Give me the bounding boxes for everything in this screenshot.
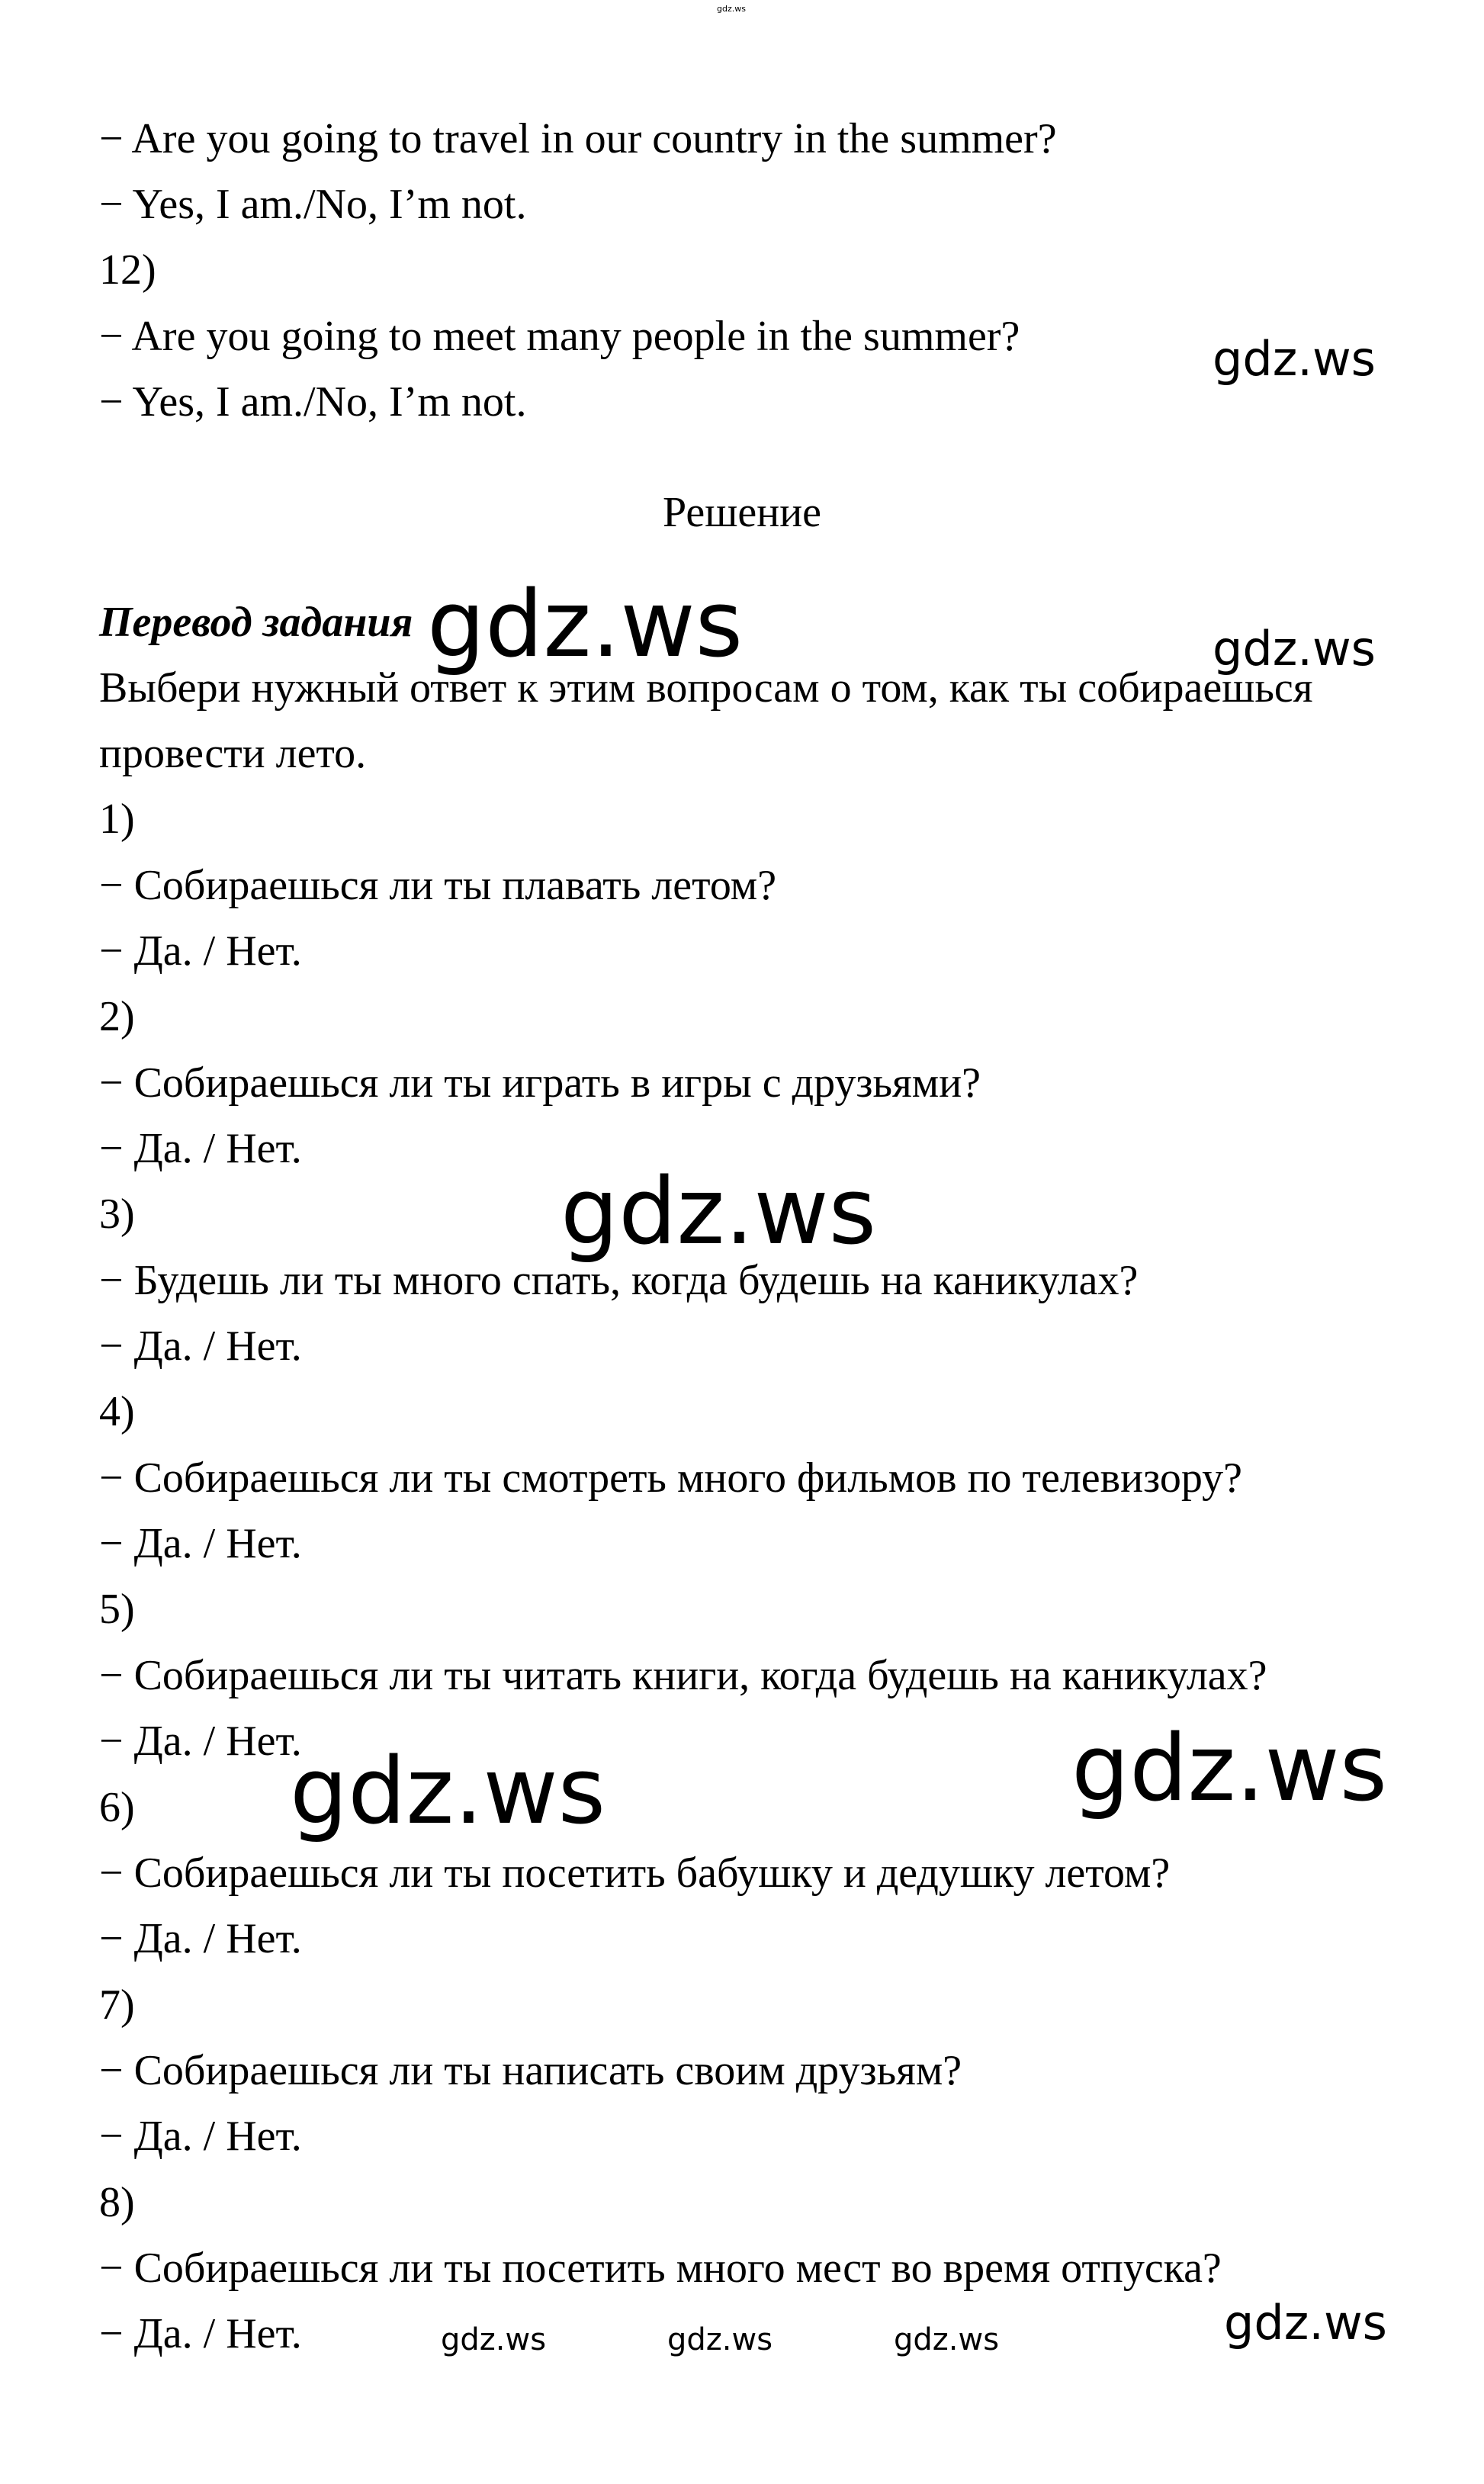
item-number: 3) bbox=[99, 1191, 135, 1238]
watermark: gdz.ws bbox=[1213, 331, 1376, 387]
item-number: 7) bbox=[99, 1981, 135, 2029]
item-number: 4) bbox=[99, 1388, 135, 1435]
item-number: 1) bbox=[99, 795, 135, 843]
watermark-top: gdz.ws bbox=[717, 4, 746, 14]
watermark: gdz.ws bbox=[894, 2322, 1000, 2357]
watermark: gdz.ws bbox=[667, 2322, 773, 2357]
item-question: − Будешь ли ты много спать, когда будешь на каникулах? bbox=[99, 1257, 1139, 1304]
watermark: gdz.ws bbox=[561, 1159, 877, 1265]
translation-heading: Перевод задания bbox=[99, 599, 413, 646]
item-question: − Собираешься ли ты читать книги, когда будешь на каникулах? bbox=[99, 1652, 1267, 1699]
watermark: gdz.ws bbox=[441, 2322, 547, 2357]
watermark: gdz.ws bbox=[427, 572, 744, 678]
instruction-line: провести лето. bbox=[99, 730, 367, 777]
item-number: 12) bbox=[99, 246, 156, 294]
instruction-line: Выбери нужный ответ к этим вопросам о том, как ты собираешься bbox=[99, 664, 1313, 712]
item-answer: − Да. / Нет. bbox=[99, 1125, 302, 1172]
item-answer: − Да. / Нет. bbox=[99, 1322, 302, 1370]
item-answer: − Да. / Нет. bbox=[99, 2113, 302, 2160]
item-question: − Собираешься ли ты плавать летом? bbox=[99, 862, 777, 909]
watermark: gdz.ws bbox=[1224, 2295, 1387, 2351]
item-number: 5) bbox=[99, 1586, 135, 1633]
item-question: − Собираешься ли ты смотреть много фильмов по телевизору? bbox=[99, 1454, 1242, 1502]
item-answer: − Да. / Нет. bbox=[99, 1520, 302, 1567]
watermark: gdz.ws bbox=[1213, 621, 1376, 676]
item-question: − Собираешься ли ты посетить бабушку и дедушку летом? bbox=[99, 1849, 1171, 1897]
text-line: − Are you going to meet many people in the summer? bbox=[99, 313, 1020, 360]
text-line: − Yes, I am./No, I’m not. bbox=[99, 378, 527, 426]
item-number: 2) bbox=[99, 993, 135, 1040]
watermark: gdz.ws bbox=[290, 1739, 606, 1845]
item-number: 6) bbox=[99, 1784, 135, 1831]
text-line: − Are you going to travel in our country in the summer? bbox=[99, 115, 1057, 162]
item-question: − Собираешься ли ты написать своим друзьям? bbox=[99, 2047, 962, 2094]
item-answer: − Да. / Нет. bbox=[99, 1718, 302, 1765]
item-answer: − Да. / Нет. bbox=[99, 2310, 302, 2357]
item-answer: − Да. / Нет. bbox=[99, 927, 302, 975]
solution-heading: Решение bbox=[662, 489, 822, 536]
item-answer: − Да. / Нет. bbox=[99, 1915, 302, 1962]
item-question: − Собираешься ли ты играть в игры с друзьями? bbox=[99, 1059, 981, 1107]
item-number: 8) bbox=[99, 2179, 135, 2226]
item-question: − Собираешься ли ты посетить много мест во время отпуска? bbox=[99, 2245, 1222, 2292]
watermark: gdz.ws bbox=[1071, 1716, 1388, 1822]
text-line: − Yes, I am./No, I’m not. bbox=[99, 181, 527, 228]
